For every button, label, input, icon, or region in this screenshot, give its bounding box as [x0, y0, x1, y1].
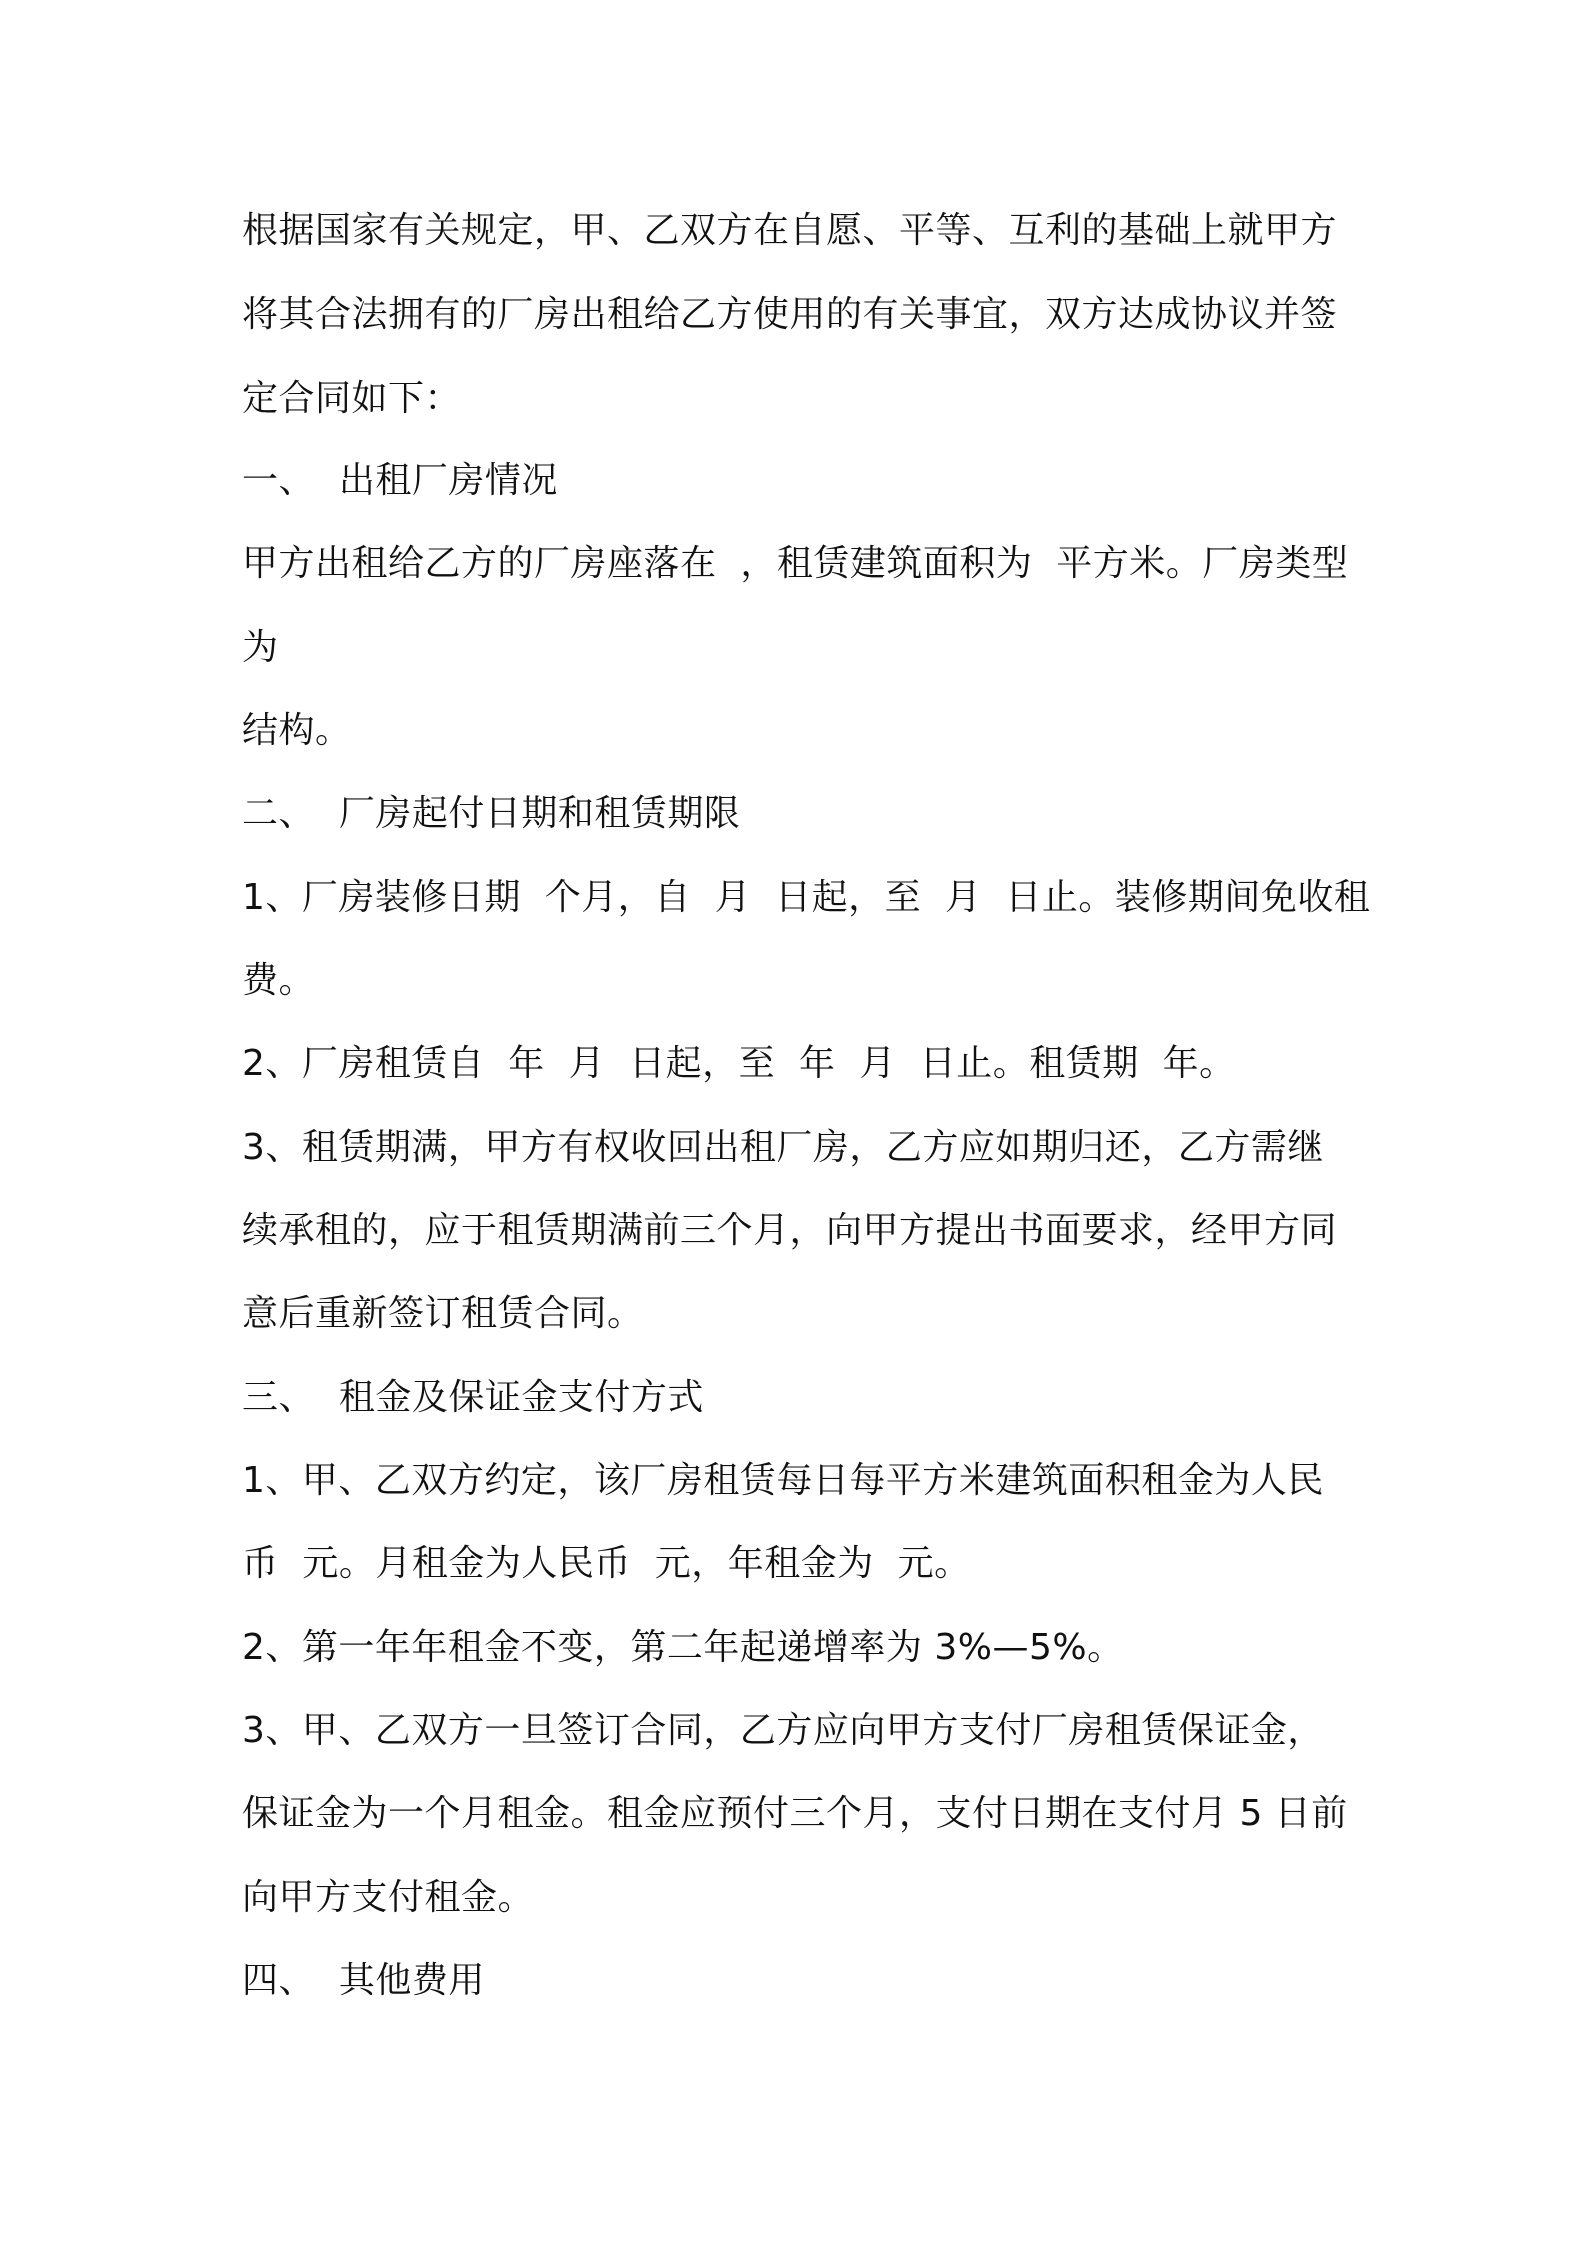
paragraph-line: 将其合法拥有的厂房出租给乙方使用的有关事宜，双方达成协议并签: [242, 294, 1338, 335]
section-heading: 一、 出租厂房情况: [242, 460, 558, 501]
section-heading: 四、 其他费用: [242, 1960, 485, 2001]
paragraph-line: 币 元。月租金为人民币 元，年租金为 元。: [242, 1543, 971, 1584]
section-heading: 二、 厂房起付日期和租赁期限: [242, 793, 741, 834]
paragraph-line: 2、第一年年租金不变，第二年起递增率为 3%—5%。: [242, 1627, 1124, 1668]
paragraph-line: 定合同如下：: [242, 378, 462, 419]
paragraph-line: 结构。: [242, 710, 352, 751]
paragraph-line: 甲方出租给乙方的厂房座落在 ，租赁建筑面积为 平方米。厂房类型: [242, 543, 1349, 584]
paragraph-line: 保证金为一个月租金。租金应预付三个月，支付日期在支付月 5 日前: [242, 1793, 1348, 1834]
paragraph-line: 3、甲、乙双方一旦签订合同，乙方应向甲方支付厂房租赁保证金，: [242, 1710, 1324, 1751]
paragraph-line: 为: [242, 627, 279, 668]
paragraph-line: 意后重新签订租赁合同。: [242, 1293, 644, 1334]
paragraph-line: 续承租的，应于租赁期满前三个月，向甲方提出书面要求，经甲方同: [242, 1210, 1338, 1251]
paragraph-line: 2、厂房租赁自 年 月 日起，至 年 月 日止。租赁期 年。: [242, 1043, 1236, 1084]
paragraph-line: 1、甲、乙双方约定，该厂房租赁每日每平方米建筑面积租金为人民: [242, 1460, 1324, 1501]
paragraph-line: 1、厂房装修日期 个月，自 月 日起，至 月 日止。装修期间免收租: [242, 877, 1371, 918]
paragraph-line: 根据国家有关规定，甲、乙双方在自愿、平等、互利的基础上就甲方: [242, 210, 1338, 251]
paragraph-line: 费。: [242, 960, 316, 1001]
paragraph-line: 向甲方支付租金。: [242, 1877, 535, 1918]
section-heading: 三、 租金及保证金支付方式: [242, 1377, 704, 1418]
paragraph-line: 3、租赁期满，甲方有权收回出租厂房，乙方应如期归还，乙方需继: [242, 1127, 1324, 1168]
